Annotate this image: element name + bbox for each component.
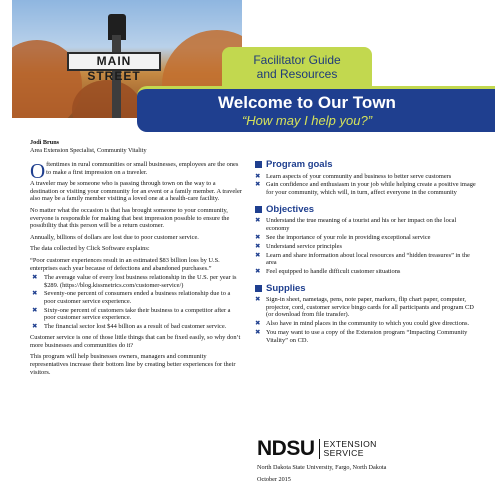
x-mark-icon: ✖ — [255, 180, 261, 189]
ndsu-extension-logo — [257, 437, 377, 461]
title-banner — [137, 86, 495, 132]
section-header — [255, 203, 477, 215]
x-mark-icon: ✖ — [255, 216, 261, 225]
x-mark-icon: ✖ — [255, 295, 261, 304]
intro-text: ftentimes in rural communities or small businesses, employees are the ones to make a first impression on a traveler. — [46, 161, 239, 176]
list-item: ✖ The average value of every lost business relationship in the U.S. per year is $289. (https://blog.kissmetrics.com/customer-service/) — [32, 273, 237, 289]
list-item: ✖ See the importance of your role in providing exceptional service — [255, 232, 431, 241]
author-block — [30, 139, 147, 154]
paragraph: This program will help businesses owners, managers and community representatives increase their bottom line by creating better experiences for their visitors. — [30, 353, 236, 376]
author-name: Jodi Bruns — [30, 139, 60, 146]
paragraph: The data collected by Click Software explains: — [30, 245, 150, 253]
x-mark-icon: ✖ — [32, 289, 38, 298]
paragraph: Annually, billions of dollars are lost due to poor customer service. — [30, 233, 199, 241]
x-mark-icon: ✖ — [32, 305, 38, 314]
list-item: ✖ Understand service principles — [255, 241, 342, 250]
header — [0, 0, 495, 130]
goals-list — [255, 173, 477, 197]
paragraph: A traveler may be someone who is passing through town on the way to a destination or visiting your community for an event or a family member. A traveler also may be a family member visiting a loved one at a health-care facility. — [30, 180, 242, 203]
facilitator-tab — [222, 47, 372, 87]
x-mark-icon: ✖ — [255, 241, 261, 250]
list-item: ✖ Also have in mind places in the community to which you could give directions. — [255, 319, 470, 328]
section-objectives — [255, 203, 477, 276]
list-item: ✖ Understand the true meaning of a tourist and his or her impact on the local economy — [255, 216, 457, 232]
section-title: Program goals — [266, 159, 333, 170]
section-title: Objectives — [266, 203, 315, 215]
drop-cap: O — [30, 159, 46, 183]
university-line: North Dakota State University, Fargo, North Dakota — [257, 464, 387, 471]
publication-date: October 2015 — [257, 476, 291, 483]
objectives-list — [255, 217, 477, 275]
x-mark-icon: ✖ — [32, 273, 38, 282]
list-item: ✖ Sign-in sheet, nametags, pens, note paper, markers, flip chart paper, computer, projector, cord, customer service bingo cards for all participants and program CD (or download from file transfer). — [255, 295, 474, 319]
list-item: ✖ Learn and share information about local resources and “hidden treasures” in the area — [255, 250, 470, 267]
square-icon — [255, 161, 262, 168]
right-column — [255, 161, 477, 353]
logo-main: NDSU — [257, 437, 315, 460]
section-title: Supplies — [266, 282, 306, 294]
list-item: ✖ Seventy-one percent of consumers ended a business relationship due to a poor customer service experience. — [32, 289, 231, 305]
square-icon — [255, 285, 262, 292]
x-mark-icon: ✖ — [255, 232, 261, 241]
x-mark-icon: ✖ — [32, 321, 38, 330]
list-item: ✖ Sixty-one percent of customers take their business to a competitor after a poor customer service experience. — [32, 305, 231, 322]
paragraph: No matter what the occasion is that has brought someone to your community, everyone is responsible for making that best impression possible to ensure the possibility that this person will be a return customer. — [30, 206, 230, 230]
logo-divider — [319, 439, 320, 459]
section-header — [255, 282, 477, 294]
section-program-goals — [255, 161, 477, 197]
list-item: ✖ The financial sector lost $44 billion as a result of bad customer service. — [32, 321, 227, 330]
x-mark-icon: ✖ — [255, 267, 261, 276]
list-item: ✖ Gain confidence and enthusiasm in your job while helping create a positive image for your community, which will, in turn, affect everyone in the community — [255, 180, 476, 197]
page-subtitle: “How may I help you?” — [241, 113, 373, 128]
quote-paragraph: “Poor customer experiences result in an estimated $83 billion loss by U.S. enterprises each year because of defections and abandoned purchases.” — [30, 256, 220, 272]
street-sign: MAIN STREET — [67, 52, 161, 71]
x-mark-icon: ✖ — [255, 250, 261, 259]
facilitator-line1: Facilitator Guide — [253, 53, 341, 67]
author-role: Area Extension Specialist, Community Vitality — [30, 146, 147, 154]
intro-paragraph — [30, 159, 242, 183]
page-title: Welcome to Our Town — [218, 93, 396, 112]
x-mark-icon: ✖ — [255, 171, 261, 180]
square-icon — [255, 206, 262, 213]
x-mark-icon: ✖ — [255, 328, 261, 337]
facilitator-line2: and Resources — [256, 67, 338, 81]
section-header — [255, 161, 477, 169]
list-item: ✖ Learn aspects of your community and business to better serve customers — [255, 171, 452, 180]
list-item: ✖ Feel equipped to handle difficult customer situations — [255, 267, 401, 276]
supplies-list — [255, 296, 477, 344]
section-supplies — [255, 282, 477, 345]
left-column — [30, 161, 242, 380]
stats-list — [30, 274, 242, 330]
x-mark-icon: ✖ — [255, 319, 261, 328]
logo-extension-service: EXTENSION SERVICE — [323, 439, 377, 458]
list-item: ✖ You may want to use a copy of the Extension program “Impacting Community Vitality” on CD. — [255, 328, 468, 344]
paragraph: Customer service is one of those little things that can be fixed easily, so why don’t more businesses and communities do it? — [30, 334, 241, 349]
